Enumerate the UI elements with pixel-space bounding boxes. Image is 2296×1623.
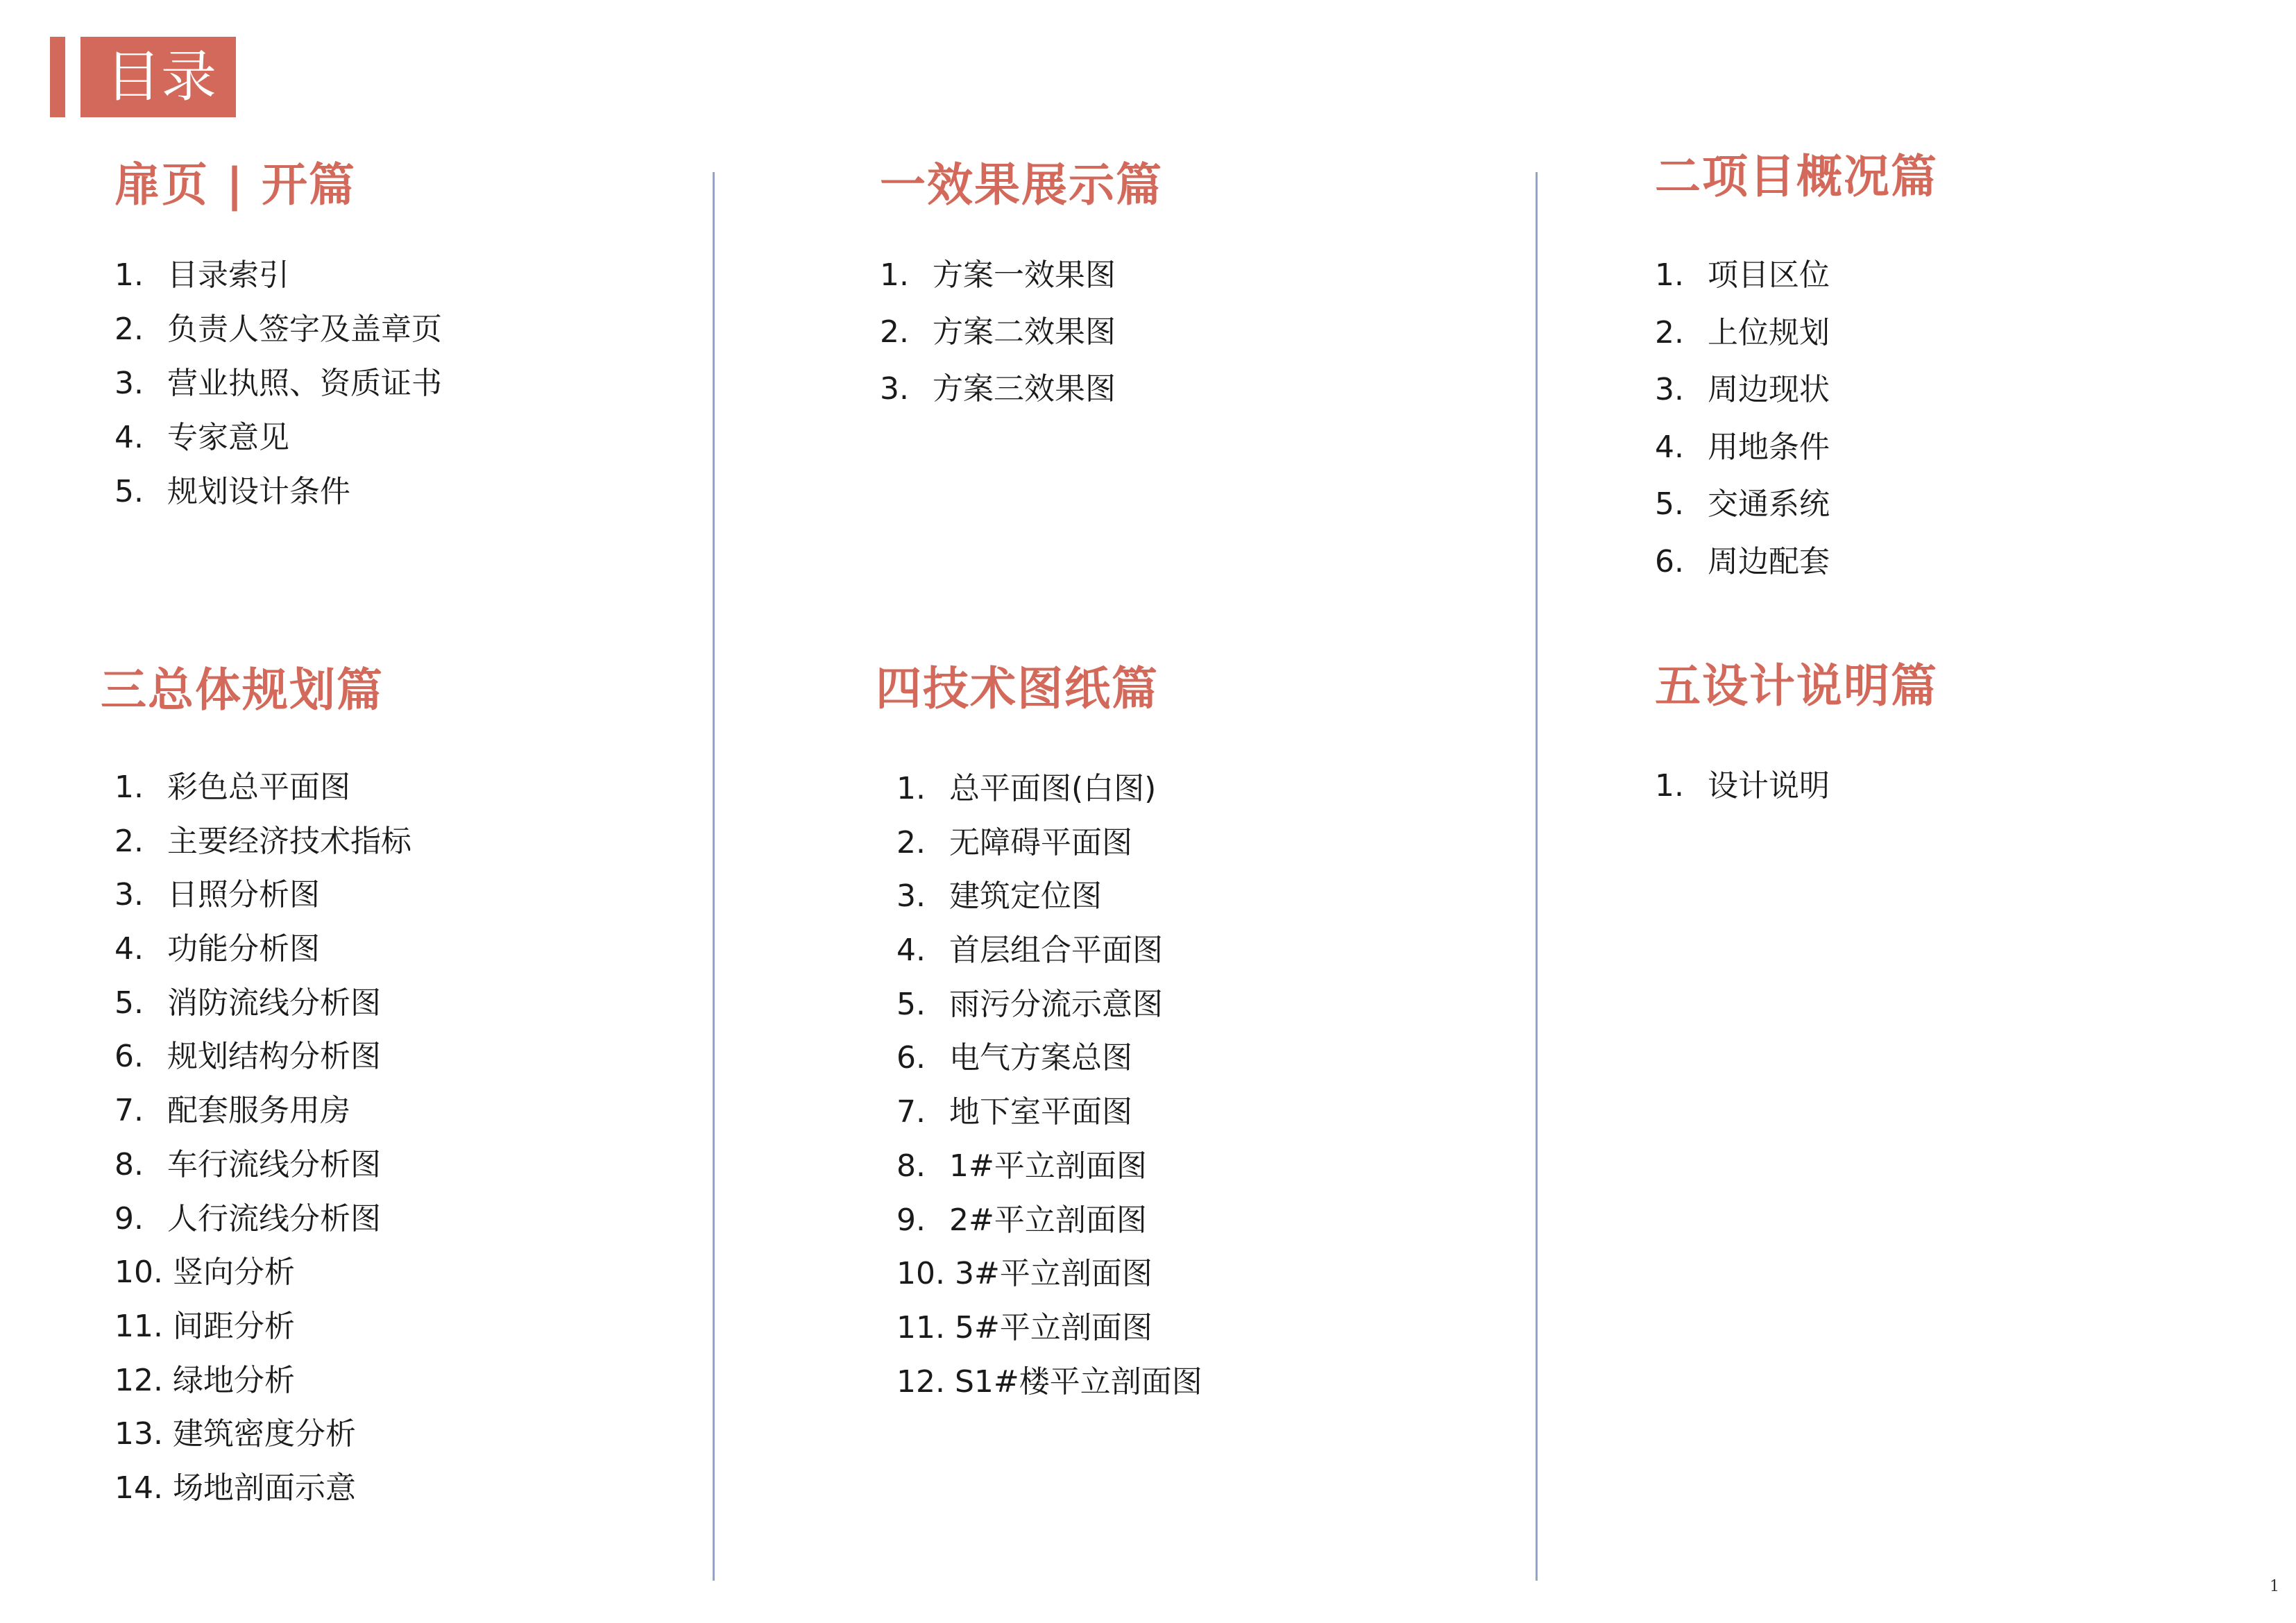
toc-item: [880, 250, 1163, 307]
section-heading: 三总体规划篇: [101, 663, 384, 717]
toc-item-number: 7.: [896, 1094, 926, 1130]
toc-item: [896, 1087, 1202, 1141]
toc-item: [114, 816, 411, 870]
toc-item: [114, 304, 442, 358]
toc-list: [1655, 250, 1938, 593]
toc-item-label: 规划结构分析图: [167, 1039, 381, 1075]
toc-list: [114, 250, 442, 520]
toc-item-label: 电气方案总图: [949, 1040, 1132, 1076]
toc-item: [114, 1139, 411, 1193]
toc-item-number: 2.: [896, 824, 926, 860]
toc-item: [1655, 307, 1938, 365]
toc-item-label: 设计说明: [1708, 768, 1830, 804]
toc-item-number: 10.: [114, 1255, 163, 1291]
toc-item: [880, 307, 1163, 364]
toc-item-number: 1.: [1655, 768, 1684, 804]
page-number: 1: [2270, 1578, 2279, 1595]
toc-item: [896, 925, 1202, 979]
toc-item-number: 12.: [114, 1362, 163, 1398]
toc-item: [114, 1301, 411, 1355]
column-divider: [1536, 172, 1538, 1581]
toc-item: [896, 1357, 1202, 1411]
toc-item-label: 目录索引: [167, 257, 289, 293]
toc-item-label: 场地剖面示意: [172, 1470, 356, 1506]
toc-item-label: 彩色总平面图: [167, 770, 350, 805]
toc-section: [876, 658, 1202, 1410]
toc-item-label: 竖向分析: [172, 1255, 295, 1291]
toc-item-label: 周边配套: [1708, 543, 1830, 579]
toc-item-number: 9.: [896, 1202, 926, 1238]
toc-item-label: 人行流线分析图: [167, 1200, 381, 1237]
toc-item: [896, 1195, 1202, 1249]
toc-item-label: 项目区位: [1708, 257, 1830, 293]
toc-item-label: 规划设计条件: [167, 474, 350, 509]
toc-item-number: 11.: [896, 1309, 945, 1345]
toc-item-number: 2.: [880, 314, 909, 350]
title-accent-bar: [50, 37, 65, 117]
toc-item-label: 功能分析图: [167, 931, 320, 967]
toc-item: [114, 1085, 411, 1139]
toc-item: [114, 1247, 411, 1301]
toc-item-number: 1.: [880, 257, 909, 293]
toc-item: [896, 1248, 1202, 1302]
toc-item-label: 负责人签字及盖章页: [167, 312, 442, 347]
section-heading: 扉页 | 开篇: [114, 158, 357, 212]
toc-item-number: 6.: [114, 1039, 144, 1075]
toc-item: [896, 979, 1202, 1033]
toc-item-label: 交通系统: [1708, 486, 1830, 522]
toc-item: [1655, 422, 1938, 479]
toc-section: [1655, 146, 1938, 593]
toc-item: [114, 412, 442, 466]
toc-item-number: 3.: [114, 366, 144, 401]
toc-item-number: 5.: [896, 986, 926, 1022]
toc-item-label: 无障碍平面图: [949, 824, 1132, 860]
toc-item: [114, 1193, 411, 1248]
toc-item: [114, 1355, 411, 1409]
toc-item: [114, 1031, 411, 1085]
toc-section: [1655, 655, 1938, 815]
toc-item-number: 13.: [114, 1416, 163, 1452]
toc-item-number: 4.: [114, 420, 144, 455]
toc-item: [1655, 250, 1938, 307]
section-heading: 一效果展示篇: [880, 158, 1163, 212]
toc-list: [880, 250, 1163, 420]
toc-item-label: 地下室平面图: [949, 1094, 1132, 1130]
toc-item-label: 方案二效果图: [933, 314, 1116, 350]
toc-item-label: 配套服务用房: [167, 1093, 350, 1129]
toc-item-label: 雨污分流示意图: [949, 986, 1163, 1022]
toc-item: [114, 1409, 411, 1463]
toc-item: [114, 358, 442, 412]
toc-item-number: 8.: [114, 1146, 144, 1182]
toc-item: [1655, 536, 1938, 594]
toc-item-label: 间距分析: [172, 1308, 295, 1344]
toc-item-number: 3.: [896, 878, 926, 915]
toc-item-number: 4.: [114, 931, 144, 967]
toc-item: [114, 869, 411, 924]
toc-item-label: 日照分析图: [167, 877, 320, 913]
toc-item-number: 1.: [114, 257, 144, 293]
page-title: 目录: [80, 37, 236, 117]
toc-item-label: 营业执照、资质证书: [167, 366, 442, 401]
toc-item: [896, 763, 1202, 817]
toc-item: [896, 817, 1202, 872]
toc-item: [896, 871, 1202, 925]
toc-item-number: 2.: [114, 823, 144, 859]
toc-item-label: 绿地分析: [172, 1362, 295, 1398]
toc-item-number: 2.: [114, 312, 144, 347]
toc-item-label: 主要经济技术指标: [167, 823, 411, 859]
section-heading: 五设计说明篇: [1655, 659, 1938, 713]
toc-item-number: 7.: [114, 1093, 144, 1129]
toc-item: [1655, 364, 1938, 422]
toc-item-label: 5#平立剖面图: [954, 1309, 1153, 1345]
toc-item-number: 10.: [896, 1256, 945, 1292]
toc-item-number: 4.: [1655, 429, 1684, 465]
toc-list: [1655, 760, 1938, 815]
toc-item: [880, 364, 1163, 420]
toc-item: [1655, 479, 1938, 536]
toc-item-label: 用地条件: [1708, 429, 1830, 465]
toc-item-number: 6.: [896, 1040, 926, 1076]
toc-item-number: 8.: [896, 1148, 926, 1184]
toc-item-number: 11.: [114, 1308, 163, 1344]
toc-item-number: 3.: [114, 877, 144, 913]
toc-item-number: 14.: [114, 1470, 163, 1506]
toc-section: [880, 154, 1163, 420]
toc-item-label: 总平面图(白图): [949, 771, 1157, 806]
toc-item-number: 12.: [896, 1363, 945, 1400]
toc-item-number: 9.: [114, 1200, 144, 1237]
toc-item-label: 消防流线分析图: [167, 985, 381, 1021]
toc-item: [114, 1463, 411, 1517]
toc-list: [876, 763, 1202, 1410]
toc-item-label: 建筑定位图: [949, 878, 1102, 915]
toc-item-label: 3#平立剖面图: [954, 1256, 1153, 1292]
toc-item-label: S1#楼平立剖面图: [954, 1363, 1202, 1400]
section-heading: 二项目概况篇: [1655, 150, 1938, 203]
toc-item-label: 上位规划: [1708, 314, 1830, 350]
toc-item-label: 2#平立剖面图: [949, 1202, 1147, 1238]
toc-item-label: 周边现状: [1708, 372, 1830, 407]
toc-list: [101, 762, 411, 1517]
toc-item-number: 1.: [1655, 257, 1684, 293]
toc-item-number: 5.: [1655, 486, 1684, 522]
toc-item-number: 2.: [1655, 314, 1684, 350]
toc-item-label: 方案三效果图: [933, 371, 1116, 407]
toc-item-number: 1.: [114, 770, 144, 805]
toc-item: [896, 1033, 1202, 1087]
toc-item-label: 方案一效果图: [933, 257, 1116, 293]
toc-item: [114, 924, 411, 978]
toc-item: [114, 762, 411, 816]
toc-item-number: 5.: [114, 474, 144, 509]
toc-item-label: 专家意见: [167, 420, 289, 455]
column-divider: [713, 172, 715, 1581]
toc-item-number: 5.: [114, 985, 144, 1021]
toc-item: [1655, 760, 1938, 815]
toc-section: [101, 659, 411, 1517]
toc-item-label: 建筑密度分析: [172, 1416, 356, 1452]
toc-item-number: 1.: [896, 771, 926, 806]
toc-item: [114, 466, 442, 520]
toc-item-number: 4.: [896, 933, 926, 969]
toc-item-label: 首层组合平面图: [949, 933, 1163, 969]
toc-item: [896, 1302, 1202, 1357]
toc-item-number: 3.: [1655, 372, 1684, 407]
toc-item-number: 6.: [1655, 543, 1684, 579]
toc-item: [896, 1141, 1202, 1195]
toc-item: [114, 250, 442, 304]
section-heading: 四技术图纸篇: [876, 662, 1159, 715]
toc-item-number: 3.: [880, 371, 909, 407]
toc-item: [114, 978, 411, 1032]
toc-item-label: 1#平立剖面图: [949, 1148, 1147, 1184]
toc-section: [114, 154, 442, 520]
toc-item-label: 车行流线分析图: [167, 1146, 381, 1182]
